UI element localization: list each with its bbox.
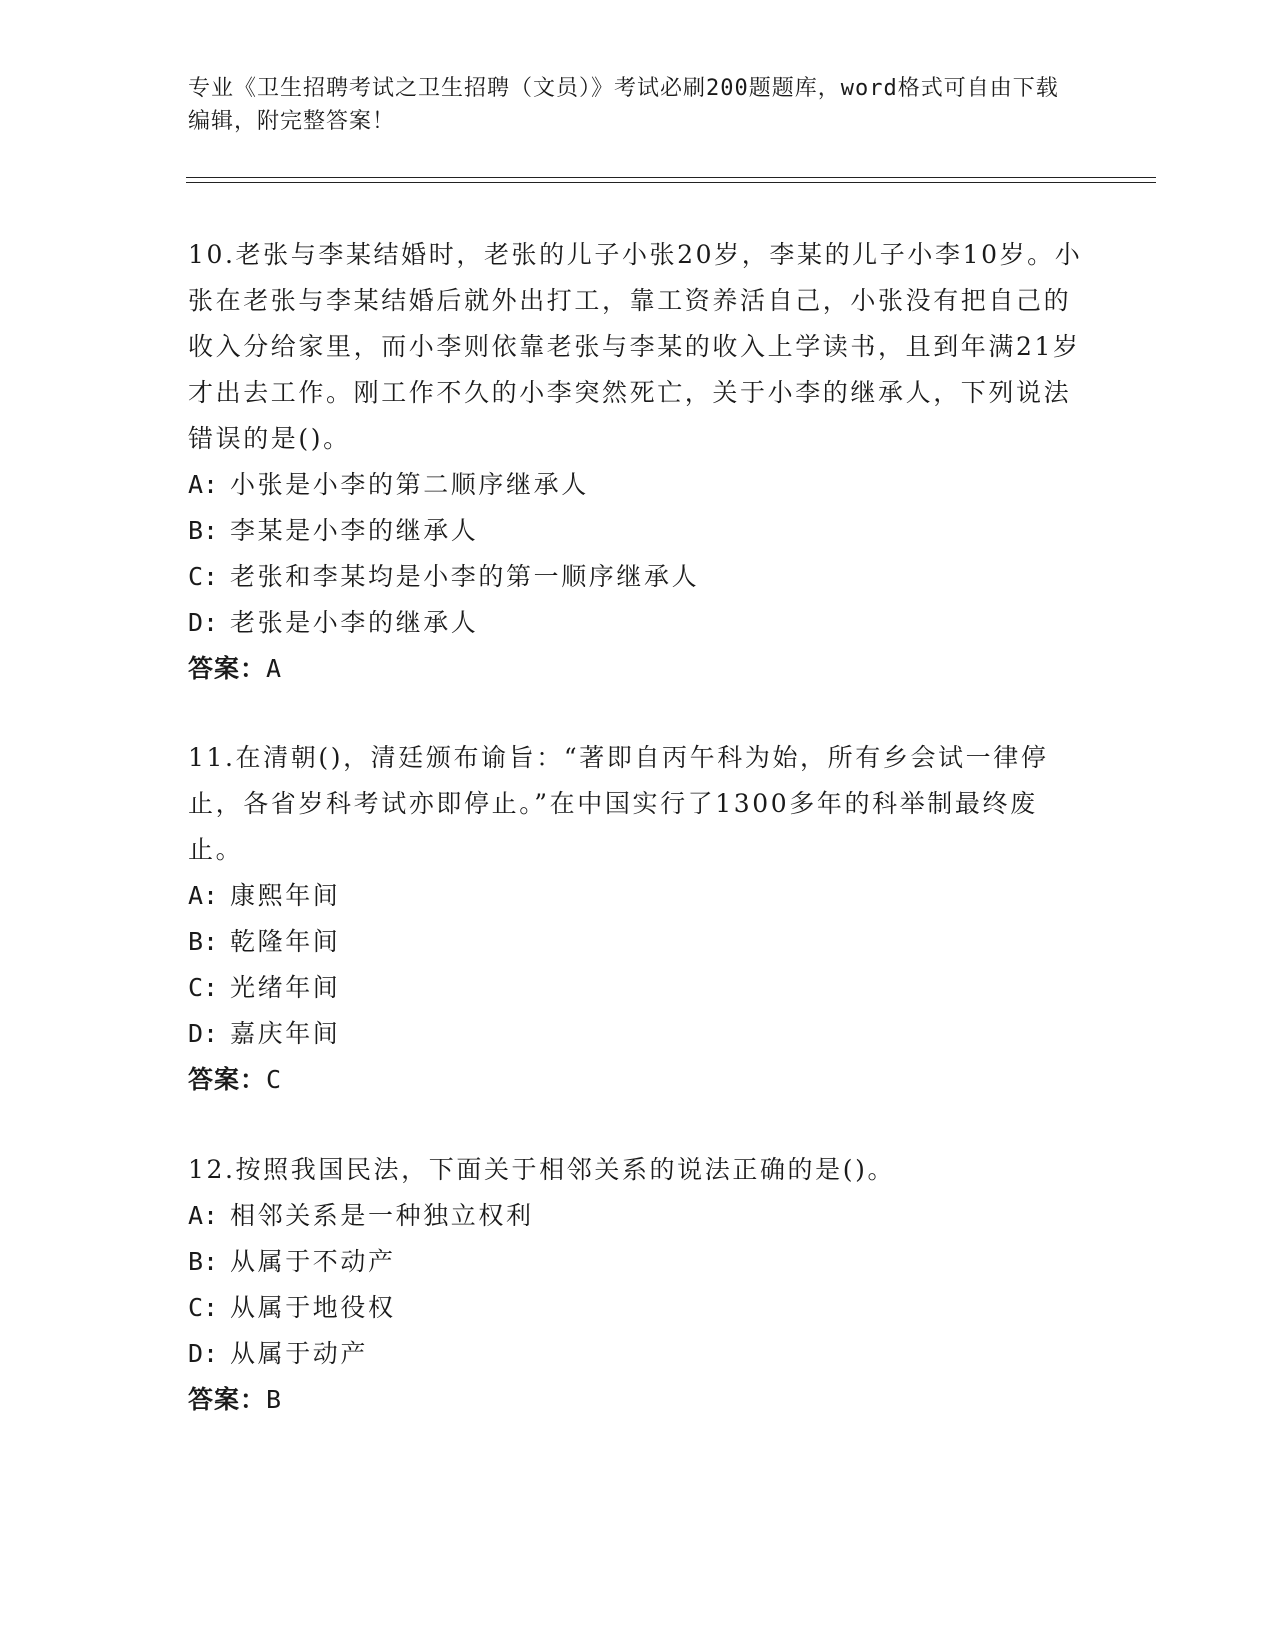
option-c [188,554,1088,600]
option-d [188,1011,1088,1057]
option-letter: A: [188,1201,219,1230]
answer-label: 答案： [188,1385,267,1414]
answer-label: 答案： [188,654,267,683]
option-b [188,508,1088,554]
answer-line [188,1377,1088,1423]
option-letter: D: [188,1339,219,1368]
option-text: 老张和李某均是小李的第一顺序继承人 [230,562,700,591]
option-letter: B: [188,516,219,545]
question-10 [188,232,1088,692]
option-text: 从属于动产 [230,1339,369,1368]
option-a [188,873,1088,919]
option-d [188,600,1088,646]
option-letter: D: [188,608,219,637]
option-b [188,1239,1088,1285]
answer-value: C [266,1065,283,1094]
option-letter: C: [188,562,219,591]
option-letter: C: [188,973,219,1002]
answer-label: 答案： [188,1065,267,1094]
header-divider-top [186,177,1156,178]
option-text: 相邻关系是一种独立权利 [230,1201,534,1230]
option-text: 小张是小李的第二顺序继承人 [230,470,589,499]
option-letter: A: [188,881,219,910]
question-12 [188,1147,1088,1423]
option-a [188,462,1088,508]
header-divider-bottom [186,182,1156,183]
option-text: 乾隆年间 [230,927,341,956]
option-text: 光绪年间 [230,973,341,1002]
option-c [188,965,1088,1011]
answer-line [188,1057,1088,1103]
option-a [188,1193,1088,1239]
answer-value: B [266,1385,283,1414]
option-text: 李某是小李的继承人 [230,516,479,545]
option-letter: C: [188,1293,219,1322]
document-header: 专业《卫生招聘考试之卫生招聘（文员）》考试必刷200题题库，word格式可自由下载编辑，附完整答案！ [188,76,1059,134]
option-d [188,1331,1088,1377]
option-b [188,919,1088,965]
option-text: 康熙年间 [230,881,341,910]
answer-value: A [266,654,283,683]
option-text: 从属于不动产 [230,1247,396,1276]
option-letter: B: [188,1247,219,1276]
option-letter: B: [188,927,219,956]
option-text: 老张是小李的继承人 [230,608,479,637]
option-letter: D: [188,1019,219,1048]
option-text: 从属于地役权 [230,1293,396,1322]
option-text: 嘉庆年间 [230,1019,341,1048]
answer-line [188,646,1088,692]
option-c [188,1285,1088,1331]
question-stem: 11.在清朝()，清廷颁布谕旨：“著即自丙午科为始，所有乡会试一律停止，各省岁科考试亦即停止。”在中国实行了1300多年的科举制最终废止。 [188,743,1049,864]
question-stem: 12.按照我国民法，下面关于相邻关系的说法正确的是()。 [188,1155,896,1184]
option-letter: A: [188,470,219,499]
question-stem: 10.老张与李某结婚时，老张的儿子小张20岁，李某的儿子小李10岁。小张在老张与李某结婚后就外出打工，靠工资养活自己，小张没有把自己的收入分给家里，而小李则依靠老张与李某的收入上学读书，且到年满21岁才出去工作。刚工作不久的小李突然死亡，关于小李的继承人，下列说法错误的是()。 [188,240,1083,453]
question-11 [188,735,1088,1103]
